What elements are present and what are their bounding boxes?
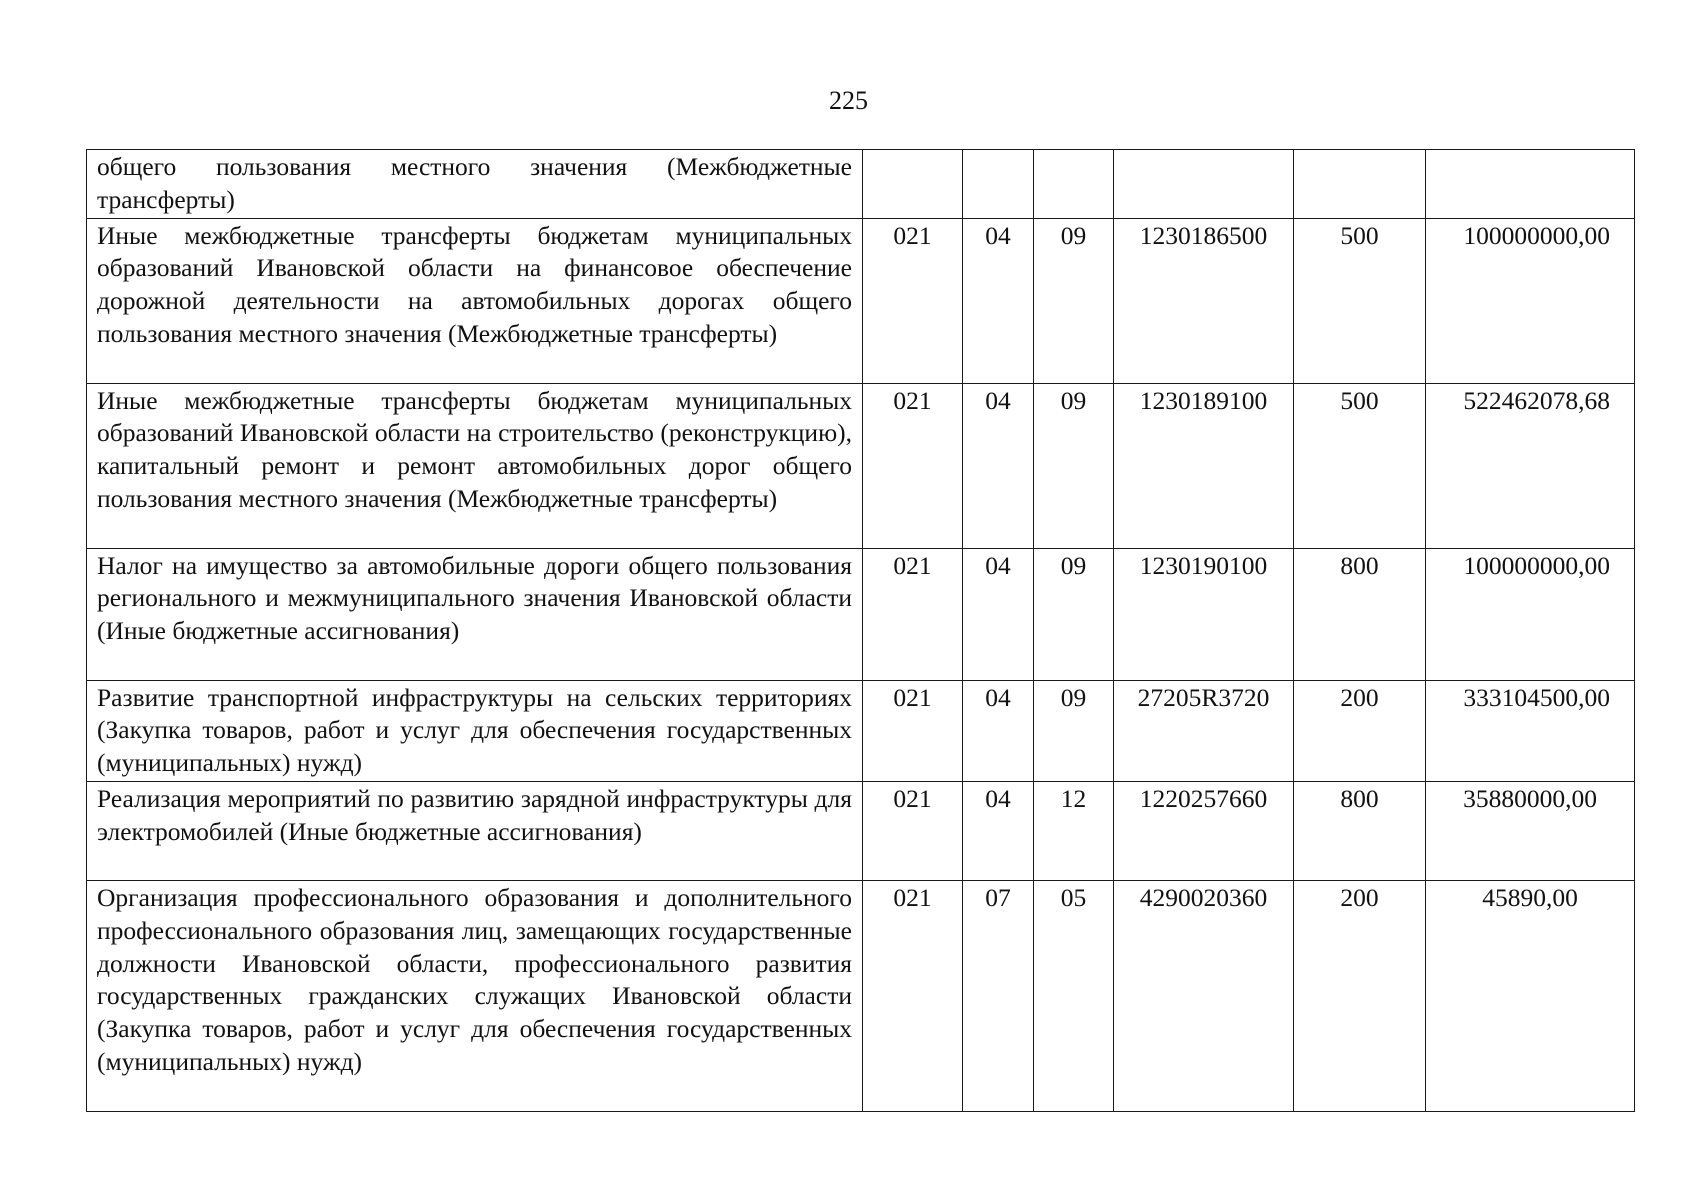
row-description: Развитие транспортной инфраструктуры на сельских территориях (Закупка товаров, работ и услуг для обеспечения государственных (муниципальных) нужд) — [87, 680, 863, 781]
table-row — [87, 383, 1635, 548]
table-row — [87, 680, 1635, 781]
subsection-code: 09 — [1034, 548, 1114, 680]
subsection-code: 05 — [1034, 880, 1114, 1111]
budget-table — [86, 149, 1635, 1112]
ministry-code: 021 — [863, 680, 963, 781]
table-row — [87, 150, 1635, 219]
expense-type-code: 200 — [1294, 680, 1426, 781]
table-row — [87, 548, 1635, 680]
table-row — [87, 218, 1635, 383]
section-code: 04 — [963, 781, 1034, 880]
target-item-code: 1230186500 — [1114, 218, 1294, 383]
section-code: 04 — [963, 383, 1034, 548]
table-row — [87, 781, 1635, 880]
row-description: Организация профессионального образования и дополнительного профессионального образования лиц, замещающих государственные должности Ивановской области, профессионального развития государственных гражданских служащих Ивановской области (Закупка товаров, работ и услуг для обеспечения государственных (муниципальных) нужд) — [87, 880, 863, 1111]
expense-type-code: 500 — [1294, 383, 1426, 548]
amount — [1426, 150, 1635, 219]
amount: 522462078,68 — [1426, 383, 1635, 548]
section-code — [963, 150, 1034, 219]
ministry-code: 021 — [863, 548, 963, 680]
target-item-code: 1220257660 — [1114, 781, 1294, 880]
ministry-code — [863, 150, 963, 219]
target-item-code: 27205R3720 — [1114, 680, 1294, 781]
expense-type-code: 800 — [1294, 781, 1426, 880]
expense-type-code — [1294, 150, 1426, 219]
subsection-code — [1034, 150, 1114, 219]
amount: 333104500,00 — [1426, 680, 1635, 781]
row-description: Иные межбюджетные трансферты бюджетам муниципальных образований Ивановской области на финансовое обеспечение дорожной деятельности на автомобильных дорогах общего пользования местного значения (Межбюджетные трансферты) — [87, 218, 863, 383]
amount: 35880000,00 — [1426, 781, 1635, 880]
target-item-code — [1114, 150, 1294, 219]
amount: 45890,00 — [1426, 880, 1635, 1111]
row-description: Реализация мероприятий по развитию зарядной инфраструктуры для электромобилей (Иные бюджетные ассигнования) — [87, 781, 863, 880]
amount: 100000000,00 — [1426, 548, 1635, 680]
target-item-code: 1230190100 — [1114, 548, 1294, 680]
subsection-code: 09 — [1034, 383, 1114, 548]
row-description: общего пользования местного значения (Межбюджетные трансферты) — [87, 150, 863, 219]
expense-type-code: 500 — [1294, 218, 1426, 383]
section-code: 07 — [963, 880, 1034, 1111]
row-description: Иные межбюджетные трансферты бюджетам муниципальных образований Ивановской области на строительство (реконструкцию), капитальный ремонт и ремонт автомобильных дорог общего пользования местного значения (Межбюджетные трансферты) — [87, 383, 863, 548]
row-description: Налог на имущество за автомобильные дороги общего пользования регионального и межмуниципального значения Ивановской области (Иные бюджетные ассигнования) — [87, 548, 863, 680]
amount: 100000000,00 — [1426, 218, 1635, 383]
subsection-code: 09 — [1034, 218, 1114, 383]
ministry-code: 021 — [863, 218, 963, 383]
table-row — [87, 880, 1635, 1111]
subsection-code: 09 — [1034, 680, 1114, 781]
ministry-code: 021 — [863, 383, 963, 548]
section-code: 04 — [963, 548, 1034, 680]
target-item-code: 1230189100 — [1114, 383, 1294, 548]
section-code: 04 — [963, 218, 1034, 383]
ministry-code: 021 — [863, 880, 963, 1111]
expense-type-code: 200 — [1294, 880, 1426, 1111]
expense-type-code: 800 — [1294, 548, 1426, 680]
subsection-code: 12 — [1034, 781, 1114, 880]
section-code: 04 — [963, 680, 1034, 781]
ministry-code: 021 — [863, 781, 963, 880]
page-number: 225 — [829, 86, 868, 115]
target-item-code: 4290020360 — [1114, 880, 1294, 1111]
